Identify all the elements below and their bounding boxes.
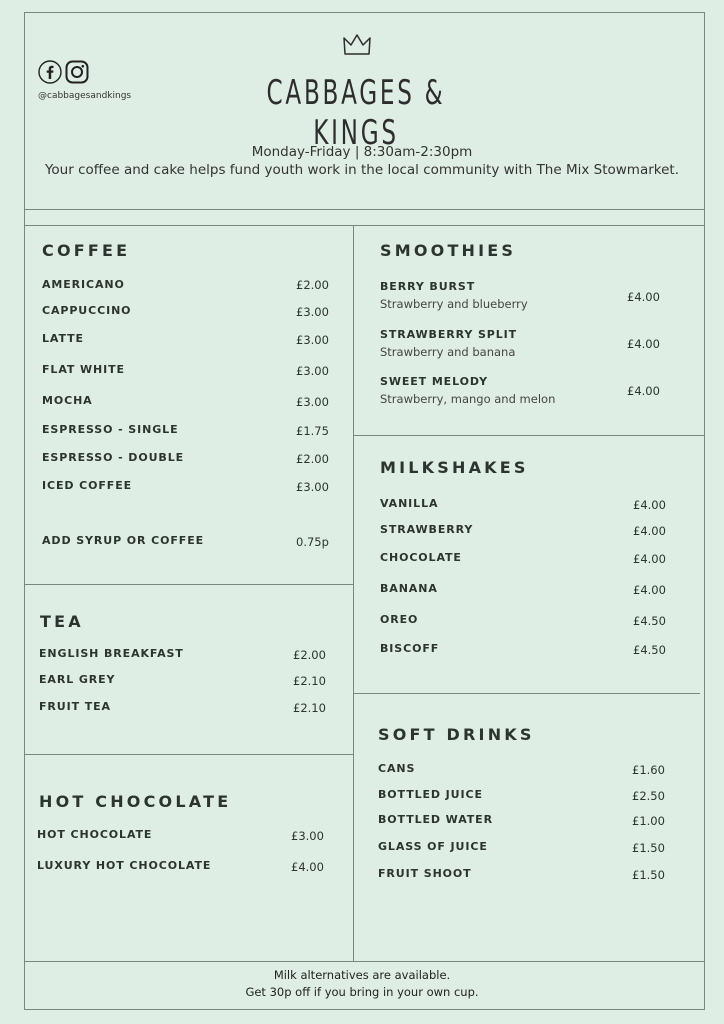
milkshake-item-name: CHOCOLATE xyxy=(380,551,462,564)
tagline: Your coffee and cake helps fund youth work in the local community with The Mix Stowmarket. xyxy=(44,162,680,178)
smoothies-milkshakes-divider xyxy=(354,435,705,436)
social-handle: @cabbagesandkings xyxy=(38,91,132,101)
smoothie-item-name: SWEET MELODY xyxy=(380,375,488,388)
coffee-item-price: £2.00 xyxy=(296,452,329,466)
coffee-item-name: FLAT WHITE xyxy=(42,363,125,376)
coffee-item-price: £1.75 xyxy=(296,424,329,438)
soft-drink-item-name: FRUIT SHOOT xyxy=(378,867,472,880)
coffee-item-name: ICED COFFEE xyxy=(42,479,133,492)
smoothie-item-desc: Strawberry, mango and melon xyxy=(380,392,556,406)
milkshake-item-price: £4.50 xyxy=(633,643,666,657)
milkshake-item-price: £4.00 xyxy=(633,552,666,566)
tea-item-name: ENGLISH BREAKFAST xyxy=(39,647,184,660)
footer-divider xyxy=(24,961,705,962)
milkshake-item-name: OREO xyxy=(380,613,419,626)
header-divider-1 xyxy=(24,209,705,210)
coffee-item-name: CAPPUCCINO xyxy=(42,304,132,317)
footer-note xyxy=(0,967,724,1001)
milkshake-item-price: £4.00 xyxy=(633,524,666,538)
milkshake-item-price: £4.00 xyxy=(633,583,666,597)
smoothie-item-name: BERRY BURST xyxy=(380,280,476,293)
hot-chocolate-item-price: £4.00 xyxy=(291,860,324,874)
soft-drink-item-price: £1.00 xyxy=(632,814,665,828)
tea-hotchoc-divider xyxy=(24,754,353,755)
milkshake-item-name: STRAWBERRY xyxy=(380,523,474,536)
coffee-item-price: £3.00 xyxy=(296,305,329,319)
coffee-item-price: 0.75p xyxy=(296,535,329,549)
hot-chocolate-item-name: HOT CHOCOLATE xyxy=(37,828,153,841)
coffee-item-price: £3.00 xyxy=(296,480,329,494)
milkshake-item-price: £4.00 xyxy=(633,498,666,512)
hot-chocolate-item-price: £3.00 xyxy=(291,829,324,843)
soft-drink-item-price: £1.50 xyxy=(632,841,665,855)
milkshake-item-name: BISCOFF xyxy=(380,642,440,655)
brand-title: CABBAGES & KINGS xyxy=(266,73,446,153)
opening-hours: Monday-Friday | 8:30am-2:30pm xyxy=(251,144,473,160)
soft-drink-item-name: BOTTLED WATER xyxy=(378,813,493,826)
smoothie-item-name: STRAWBERRY SPLIT xyxy=(380,328,518,341)
instagram-icon[interactable] xyxy=(65,60,89,84)
milkshake-item-name: BANANA xyxy=(380,582,438,595)
footer-line-cup-discount: Get 30p off if you bring in your own cup. xyxy=(245,985,479,999)
soft-drink-item-price: £1.50 xyxy=(632,868,665,882)
coffee-item-price: £3.00 xyxy=(296,395,329,409)
footer-line-milk: Milk alternatives are available. xyxy=(273,968,451,982)
coffee-item-name: ESPRESSO - SINGLE xyxy=(42,423,179,436)
coffee-item-price: £3.00 xyxy=(296,333,329,347)
coffee-tea-divider xyxy=(24,584,353,585)
column-divider xyxy=(353,225,354,961)
hot-chocolate-item-name: LUXURY HOT CHOCOLATE xyxy=(37,859,212,872)
smoothie-item-desc: Strawberry and blueberry xyxy=(380,297,528,311)
milkshakes-softdrinks-divider xyxy=(354,693,700,694)
smoothie-item-price: £4.00 xyxy=(627,384,660,398)
header-divider-2 xyxy=(24,225,705,226)
smoothie-item-desc: Strawberry and banana xyxy=(380,345,516,359)
milkshake-item-name: VANILLA xyxy=(380,497,439,510)
tea-title: TEA xyxy=(40,612,84,631)
hot-chocolate-title: HOT CHOCOLATE xyxy=(39,792,232,811)
milkshakes-title: MILKSHAKES xyxy=(380,458,529,477)
coffee-item-price: £2.00 xyxy=(296,278,329,292)
social-icons xyxy=(38,60,89,84)
tea-item-name: FRUIT TEA xyxy=(39,700,111,713)
smoothie-item-price: £4.00 xyxy=(627,290,660,304)
soft-drink-item-price: £2.50 xyxy=(632,789,665,803)
soft-drink-item-name: BOTTLED JUICE xyxy=(378,788,483,801)
soft-drink-item-price: £1.60 xyxy=(632,763,665,777)
tea-item-name: EARL GREY xyxy=(39,673,116,686)
soft-drink-item-name: GLASS OF JUICE xyxy=(378,840,488,853)
coffee-item-name: AMERICANO xyxy=(42,278,125,291)
coffee-item-name: LATTE xyxy=(42,332,84,345)
coffee-title: COFFEE xyxy=(42,241,131,260)
coffee-item-name: ESPRESSO - DOUBLE xyxy=(42,451,185,464)
coffee-item-price: £3.00 xyxy=(296,364,329,378)
smoothie-item-price: £4.00 xyxy=(627,337,660,351)
soft-drink-item-name: CANS xyxy=(378,762,416,775)
coffee-item-name: ADD SYRUP OR COFFEE xyxy=(42,534,205,547)
facebook-icon[interactable] xyxy=(38,60,62,84)
smoothies-title: SMOOTHIES xyxy=(380,241,517,260)
tea-item-price: £2.10 xyxy=(293,701,326,715)
tea-item-price: £2.00 xyxy=(293,648,326,662)
milkshake-item-price: £4.50 xyxy=(633,614,666,628)
crown-icon xyxy=(342,32,372,58)
soft-drinks-title: SOFT DRINKS xyxy=(378,725,535,744)
coffee-item-name: MOCHA xyxy=(42,394,93,407)
tea-item-price: £2.10 xyxy=(293,674,326,688)
